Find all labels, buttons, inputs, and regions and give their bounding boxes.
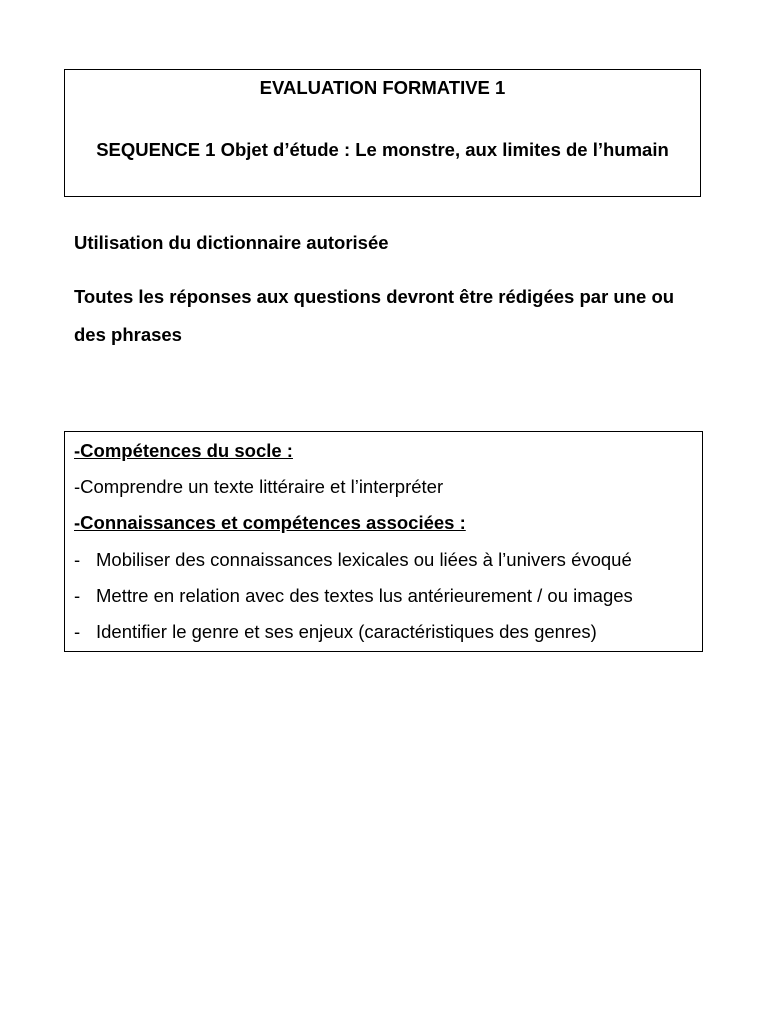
sequence-title: SEQUENCE 1 Objet d’étude : Le monstre, aux limites de l’humain xyxy=(96,139,669,160)
list-item xyxy=(74,621,698,643)
instruction-answers: Toutes les réponses aux questions devront être rédigées par une ou des phrases xyxy=(74,286,675,345)
competences-box xyxy=(64,431,703,652)
bullet-dash: - xyxy=(74,585,81,606)
list-item-text: Mobiliser des connaissances lexicales ou liées à l’univers évoqué xyxy=(96,549,632,570)
socle-heading: -Compétences du socle : xyxy=(74,440,293,461)
list-item-text: Mettre en relation avec des textes lus antérieurement / ou images xyxy=(96,585,633,606)
instruction-dictionary: Utilisation du dictionnaire autorisée xyxy=(74,232,389,253)
bullet-dash: - xyxy=(74,621,81,642)
bullet-dash: - xyxy=(74,549,81,570)
list-item-text: Identifier le genre et ses enjeux (caractéristiques des genres) xyxy=(96,621,597,642)
associees-heading: -Connaissances et compétences associées : xyxy=(74,512,466,533)
list-item xyxy=(74,585,698,607)
page-title: EVALUATION FORMATIVE 1 xyxy=(259,77,506,98)
list-item xyxy=(74,549,698,571)
title-box xyxy=(64,69,701,197)
socle-item: -Comprendre un texte littéraire et l’interpréter xyxy=(74,476,444,497)
